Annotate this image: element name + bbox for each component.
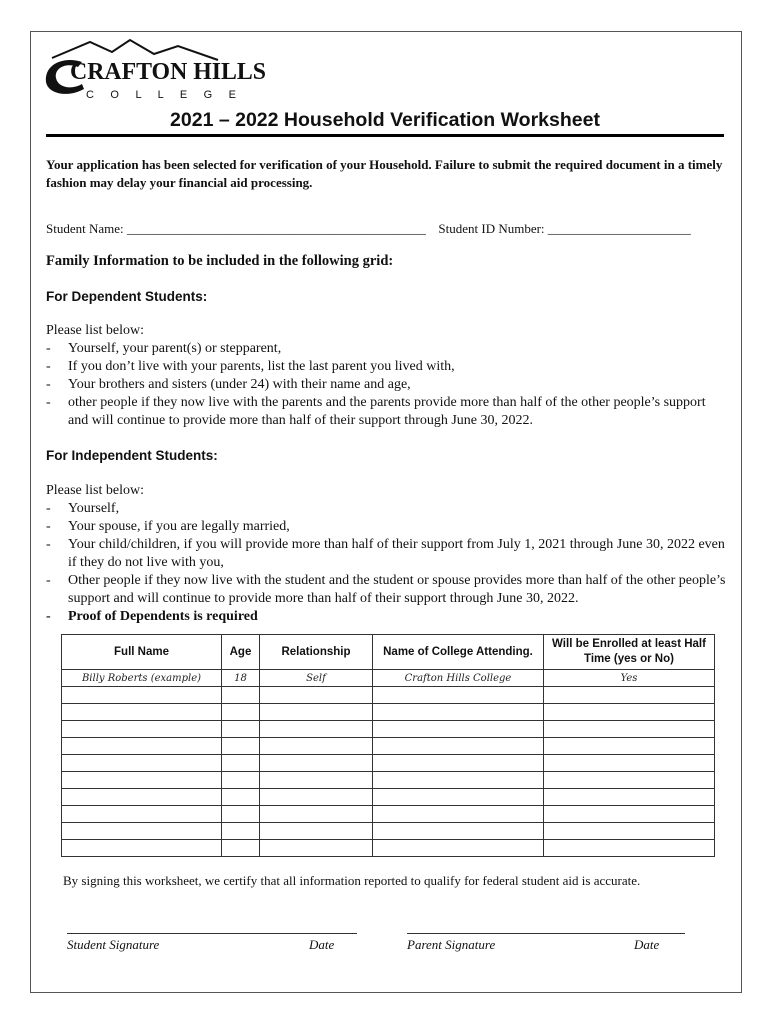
table-cell[interactable]	[260, 772, 373, 789]
table-cell[interactable]	[260, 738, 373, 755]
student-date-label: Date	[309, 937, 335, 952]
table-row	[62, 840, 715, 857]
table-cell[interactable]	[62, 704, 222, 721]
table-cell[interactable]	[373, 806, 544, 823]
household-grid	[61, 634, 715, 857]
student-signature-label: Student Signature	[67, 937, 160, 952]
table-cell[interactable]	[373, 772, 544, 789]
table-row	[62, 687, 715, 704]
example-enrolled: Yes	[544, 670, 715, 687]
title-divider	[46, 134, 724, 137]
list-item: - Proof of Dependents is required	[46, 608, 728, 626]
table-header-row	[62, 635, 715, 670]
student-name-label: Student Name:	[46, 221, 124, 236]
example-age: 18	[222, 670, 260, 687]
college-logo	[42, 36, 272, 102]
table-cell[interactable]	[62, 687, 222, 704]
table-cell[interactable]	[62, 806, 222, 823]
intro-text: Your application has been selected for verification of your Household. Failure to submit the required document in a timely fashion may delay your financial aid processing.	[46, 157, 723, 190]
student-id-label: Student ID Number:	[438, 221, 545, 236]
table-cell[interactable]	[222, 738, 260, 755]
table-cell[interactable]	[373, 721, 544, 738]
table-row	[62, 755, 715, 772]
table-cell[interactable]	[260, 840, 373, 857]
student-signature-line[interactable]	[67, 933, 357, 934]
table-cell[interactable]	[544, 823, 715, 840]
table-cell[interactable]	[373, 704, 544, 721]
parent-signature-line[interactable]	[407, 933, 685, 934]
table-cell[interactable]	[222, 721, 260, 738]
table-cell[interactable]	[222, 704, 260, 721]
table-cell[interactable]	[260, 687, 373, 704]
parent-date-label: Date	[634, 937, 660, 952]
table-cell[interactable]	[544, 721, 715, 738]
list-item: - Your spouse, if you are legally married,	[46, 518, 728, 536]
independent-heading: For Independent Students:	[46, 448, 218, 463]
student-name-field[interactable]: ______________________________________________	[126, 221, 426, 236]
table-cell[interactable]	[544, 806, 715, 823]
list-item: - Other people if they now live with the student and the student or spouse provides more than half of the other people’s support and will continue to provide more than half of their support through June 30, 2022.	[46, 572, 728, 608]
table-cell[interactable]	[260, 721, 373, 738]
dependent-heading: For Dependent Students:	[46, 289, 208, 304]
table-cell[interactable]	[260, 823, 373, 840]
table-cell[interactable]	[62, 721, 222, 738]
table-cell[interactable]	[62, 823, 222, 840]
certification-text: By signing this worksheet, we certify that all information reported to qualify for federal student aid is accurate.	[63, 873, 641, 888]
table-cell[interactable]	[222, 772, 260, 789]
table-row	[62, 704, 715, 721]
table-cell[interactable]	[62, 789, 222, 806]
table-cell[interactable]	[62, 772, 222, 789]
table-row	[62, 789, 715, 806]
table-cell[interactable]	[62, 840, 222, 857]
independent-list	[46, 500, 728, 626]
table-cell[interactable]	[373, 789, 544, 806]
table-row	[62, 738, 715, 755]
header-enrolled: Will be Enrolled at least Half Time (yes or No)	[544, 635, 715, 670]
table-cell[interactable]	[260, 789, 373, 806]
table-cell[interactable]	[373, 823, 544, 840]
table-cell[interactable]	[544, 738, 715, 755]
list-item: - Yourself,	[46, 500, 728, 518]
list-item: - other people if they now live with the parents and the parents provide more than half of the other people’s support and will continue to provide more than half of their support through June 30, 2022.	[46, 394, 728, 430]
header-college: Name of College Attending.	[373, 635, 544, 670]
table-cell[interactable]	[222, 806, 260, 823]
header-age: Age	[222, 635, 260, 670]
student-id-field[interactable]: ______________________	[547, 221, 691, 236]
table-cell[interactable]	[222, 823, 260, 840]
table-cell[interactable]	[62, 755, 222, 772]
list-item: - Yourself, your parent(s) or stepparent,	[46, 340, 728, 358]
header-full-name: Full Name	[62, 635, 222, 670]
header-relationship: Relationship	[260, 635, 373, 670]
table-cell[interactable]	[544, 789, 715, 806]
family-info-heading: Family Information to be included in the following grid:	[46, 253, 394, 269]
table-cell[interactable]	[62, 738, 222, 755]
table-cell[interactable]	[544, 704, 715, 721]
table-cell[interactable]	[222, 789, 260, 806]
dependent-list	[46, 340, 728, 430]
table-row	[62, 772, 715, 789]
independent-lead: Please list below:	[46, 483, 144, 498]
table-cell[interactable]	[260, 806, 373, 823]
table-cell[interactable]	[222, 840, 260, 857]
logo-main-text: CRAFTON HILLS	[70, 59, 266, 85]
table-row	[62, 721, 715, 738]
page-title: 2021 – 2022 Household Verification Worksheet	[170, 109, 600, 131]
parent-signature-label: Parent Signature	[407, 937, 496, 952]
table-cell[interactable]	[373, 687, 544, 704]
table-cell[interactable]	[222, 687, 260, 704]
example-relationship: Self	[260, 670, 373, 687]
table-row	[62, 806, 715, 823]
example-full-name: Billy Roberts (example)	[62, 670, 222, 687]
table-cell[interactable]	[373, 840, 544, 857]
table-cell[interactable]	[544, 772, 715, 789]
table-cell[interactable]	[260, 704, 373, 721]
table-cell[interactable]	[260, 755, 373, 772]
table-cell[interactable]	[222, 755, 260, 772]
table-row	[62, 670, 715, 687]
list-item: - If you don’t live with your parents, list the last parent you lived with,	[46, 358, 728, 376]
table-cell[interactable]	[544, 840, 715, 857]
list-item: - Your child/children, if you will provide more than half of their support from July 1, 2021 through June 30, 2022 even if they do not live with you,	[46, 536, 728, 572]
logo-sub-text: C O L L E G E	[86, 89, 236, 101]
student-info-line	[46, 221, 726, 237]
table-cell[interactable]	[544, 755, 715, 772]
table-row	[62, 823, 715, 840]
table-cell[interactable]	[373, 755, 544, 772]
mountain-logo-icon	[42, 36, 272, 102]
dependent-lead: Please list below:	[46, 323, 144, 338]
table-cell[interactable]	[373, 738, 544, 755]
list-item: - Your brothers and sisters (under 24) with their name and age,	[46, 376, 728, 394]
example-college: Crafton Hills College	[373, 670, 544, 687]
table-cell[interactable]	[544, 687, 715, 704]
